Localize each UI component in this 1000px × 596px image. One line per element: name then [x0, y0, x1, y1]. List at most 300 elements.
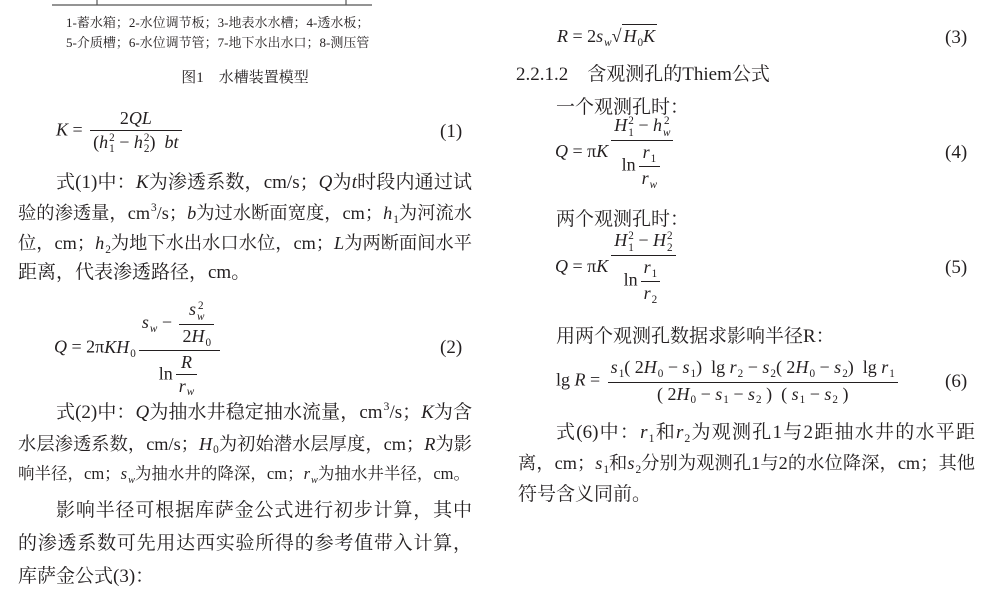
text-run: ln	[621, 154, 636, 175]
equation-5-expression	[555, 230, 679, 306]
equation-1-expression	[56, 108, 185, 155]
unit-symbol	[359, 402, 389, 423]
math-variable	[164, 132, 178, 152]
subscript: 0	[690, 394, 697, 407]
math-variable	[596, 141, 608, 161]
fraction	[639, 142, 660, 191]
math-variable	[881, 357, 895, 381]
paragraph-eq6-definitions	[518, 417, 975, 510]
unit-base: cm	[359, 402, 383, 423]
paragraph-line	[18, 494, 472, 527]
paragraph-eq1-definitions	[18, 168, 472, 288]
subscript: 2	[756, 394, 762, 407]
math-variable	[56, 120, 68, 140]
fraction-denominator	[608, 383, 898, 407]
subscript: 2	[667, 241, 673, 254]
subscript: 1	[393, 213, 399, 226]
superscript: 2	[197, 299, 204, 312]
one-well-label: 一个观测孔时：	[556, 97, 690, 118]
variable-base: R	[180, 351, 192, 372]
text-run: 离，cm；	[518, 453, 596, 473]
paragraph-kusakin-intro	[18, 494, 472, 593]
equation-6-expression	[556, 357, 901, 406]
text-run: ( 2	[775, 357, 796, 378]
subscript: 1	[690, 368, 697, 381]
script-stack	[130, 349, 136, 360]
text-run: ) (	[761, 383, 792, 404]
math-variable	[133, 132, 150, 156]
variable-base: s	[748, 383, 756, 404]
fraction-numerator	[90, 108, 181, 131]
script-stack	[604, 38, 611, 49]
variable-base: H	[676, 383, 690, 404]
text-run: 为	[332, 172, 352, 193]
variable-base: Q	[318, 172, 333, 193]
text-run: /s；	[156, 203, 188, 223]
variable-base: H	[198, 433, 213, 454]
math-variable	[627, 453, 642, 476]
fraction	[611, 230, 675, 306]
superscript: 3	[151, 202, 157, 215]
script-stack	[663, 116, 670, 138]
script-stack	[667, 231, 673, 253]
math-variable	[120, 464, 135, 486]
fraction-numerator	[641, 257, 661, 282]
text-run: 为影	[435, 433, 473, 454]
equation-4	[555, 116, 676, 190]
equation-2-expression	[54, 299, 223, 398]
variable-base: K	[596, 256, 609, 277]
math-variable	[642, 141, 657, 165]
text-run: 式(1)中：	[56, 172, 136, 193]
text-run: 的渗透系数可先用达西实验所得的参考值带入计算，	[18, 533, 472, 554]
variable-base: s	[141, 312, 149, 333]
text-run: ( 2	[657, 383, 677, 404]
math-variable	[557, 26, 568, 46]
fraction-numerator	[179, 299, 214, 324]
text-run: 和	[608, 453, 628, 473]
variable-base: b	[187, 203, 197, 223]
text-run: = 2π	[67, 337, 105, 358]
superscript: 2	[109, 132, 115, 145]
math-variable	[676, 383, 697, 407]
math-variable	[623, 26, 644, 50]
variable-base: bt	[164, 132, 179, 153]
text-run: 2	[182, 325, 192, 346]
variable-base: H	[795, 357, 809, 378]
variable-base: K	[135, 172, 149, 193]
text-run: 验的渗透量，	[18, 203, 128, 223]
math-variable	[99, 132, 115, 156]
math-variable	[136, 172, 149, 193]
text-run: =	[68, 120, 88, 141]
paragraph-line	[18, 168, 472, 198]
subscript: 1	[628, 241, 634, 254]
fraction-denominator	[179, 325, 214, 349]
math-variable	[54, 337, 67, 357]
subscript: 1	[799, 394, 806, 407]
math-variable	[178, 375, 195, 399]
variable-base: H	[623, 26, 637, 47]
variable-base: s	[834, 357, 842, 378]
subscript: w	[128, 474, 135, 486]
equation-2	[54, 299, 223, 399]
math-variable	[555, 141, 568, 161]
math-variable	[729, 357, 744, 381]
paragraph-line	[18, 560, 472, 593]
variable-base: r	[642, 141, 650, 162]
text-run: 式(2)中：	[56, 402, 136, 423]
equation-number: (5)	[945, 257, 968, 278]
math-variable	[424, 434, 435, 454]
text-run: −	[114, 132, 134, 153]
text-run: 响半径，cm；	[18, 464, 121, 483]
text-run: −	[633, 230, 653, 251]
text-run: ln	[623, 269, 638, 290]
text-run: 时段内通过试	[356, 172, 472, 193]
variable-base: r	[675, 422, 684, 443]
text-run: −	[633, 115, 653, 136]
math-variable	[303, 464, 318, 486]
text-run: 为抽水井的降深，cm；	[134, 464, 304, 483]
text-run: 距离，代表渗透路径，cm。	[18, 262, 251, 283]
math-variable	[643, 282, 658, 306]
subscript: 2	[684, 432, 691, 446]
script-stack	[205, 338, 211, 349]
variable-base: s	[595, 453, 603, 473]
variable-base: K	[643, 26, 656, 47]
subscript: 2	[842, 368, 848, 381]
variable-base: R	[557, 26, 568, 47]
math-variable	[643, 256, 658, 280]
variable-base: s	[627, 453, 635, 473]
math-variable	[555, 256, 568, 276]
text-run: 位，cm；	[18, 233, 96, 253]
text-run: 为两断面间水平	[344, 233, 473, 253]
text-run: 水层渗透系数，cm/s；	[18, 433, 199, 454]
math-variable	[643, 357, 664, 381]
equation-number: (3)	[945, 27, 968, 48]
math-variable	[595, 453, 609, 476]
math-variable	[189, 299, 205, 323]
variable-base: K	[596, 141, 609, 162]
math-variable	[641, 167, 658, 191]
text-run: = 2	[568, 26, 597, 47]
variable-base: s	[762, 357, 770, 378]
math-variable	[575, 370, 586, 390]
text-run: −	[805, 383, 825, 404]
math-variable	[795, 357, 816, 381]
superscript: 3	[383, 400, 390, 413]
math-variable	[643, 26, 655, 46]
script-stack	[197, 301, 204, 323]
script-stack	[187, 387, 194, 398]
math-variable	[762, 357, 776, 381]
variable-base: s	[610, 357, 618, 378]
fraction-denominator	[611, 256, 675, 306]
paragraph-line	[18, 198, 472, 228]
paragraph-line	[18, 258, 472, 288]
fraction-denominator	[611, 141, 673, 191]
math-variable	[95, 233, 111, 256]
fraction	[90, 108, 181, 155]
math-variable	[191, 325, 212, 349]
text-run: 为抽水井稳定抽水流量，	[149, 402, 360, 423]
subscript: 2	[832, 394, 838, 407]
section-heading: 2.2.1.2 含观测孔的Thiem公式	[516, 64, 770, 85]
math-variable	[610, 357, 625, 381]
math-variable	[181, 352, 192, 372]
superscript: 2	[628, 230, 634, 243]
subscript: 1	[618, 368, 625, 381]
variable-base: h	[133, 132, 143, 153]
math-variable	[319, 172, 333, 193]
text-run: (	[93, 132, 100, 153]
paragraph-line	[18, 459, 472, 490]
subscript: 2	[105, 243, 111, 256]
text-run: ( 2	[624, 357, 644, 378]
subscript: 2	[635, 463, 642, 476]
script-stack	[652, 295, 658, 306]
variable-base: h	[99, 132, 109, 153]
variable-base: r	[729, 357, 737, 378]
subscript: 2	[651, 293, 658, 306]
text-run: 为含	[433, 402, 472, 423]
text-run: =	[585, 370, 605, 391]
figure-legend-line: 5-介质槽；6-水位调节管；7-地下水出水口；8-测压管	[66, 35, 370, 50]
text-run: −	[743, 357, 763, 378]
script-stack	[650, 180, 657, 191]
equation-number: (4)	[945, 142, 968, 163]
variable-base: h	[95, 233, 105, 253]
superscript: 2	[663, 115, 670, 128]
fraction	[176, 352, 197, 399]
math-variable	[136, 402, 150, 423]
radicand	[622, 24, 658, 50]
equation-4-expression	[555, 115, 676, 191]
text-run: = π	[568, 141, 597, 162]
text-run: 为地下水出水口水位，cm；	[110, 233, 335, 253]
subscript: 0	[637, 37, 644, 50]
figure-caption: 图1 水槽装置模型	[181, 70, 309, 86]
math-variable	[421, 402, 434, 423]
subscript: 2	[737, 368, 744, 381]
equation-number: (6)	[945, 371, 968, 392]
equation-3-expression	[557, 26, 657, 49]
math-variable	[640, 422, 655, 446]
variable-base: Q	[555, 256, 568, 277]
math-variable	[653, 115, 671, 139]
variable-base: s	[189, 299, 197, 320]
fraction-denominator	[139, 351, 220, 399]
subscript: w	[663, 126, 671, 139]
paragraph-line	[18, 527, 472, 560]
equation-3	[557, 20, 657, 56]
variable-base: H	[643, 357, 657, 378]
subscript: 1	[109, 143, 115, 156]
variable-base: t	[351, 172, 357, 193]
variable-base: KH	[104, 337, 130, 358]
text-run: 为过水断面宽度，cm；	[196, 203, 384, 223]
math-variable	[791, 383, 806, 407]
script-stack	[128, 476, 135, 486]
fraction-denominator	[90, 131, 181, 155]
subscript: 1	[650, 152, 657, 165]
superscript: 2	[667, 230, 673, 243]
fraction-denominator	[639, 167, 660, 191]
fraction-numerator	[139, 299, 220, 350]
text-run: −	[663, 357, 683, 378]
text-run: )	[837, 383, 849, 404]
fraction-numerator	[608, 357, 898, 382]
subscript: 1	[651, 267, 658, 280]
equation-number: (2)	[440, 337, 463, 358]
text-run: −	[728, 383, 749, 404]
fraction-denominator	[641, 282, 661, 306]
subscript: 1	[628, 126, 634, 139]
math-variable	[334, 233, 344, 253]
text-run: 和	[654, 422, 676, 443]
subscript: w	[311, 474, 318, 486]
fraction	[179, 299, 214, 348]
subscript: 0	[657, 368, 664, 381]
text-run: /s；	[389, 402, 422, 423]
variable-base: r	[641, 167, 649, 188]
text-run: 符号含义同前。	[518, 484, 652, 505]
math-variable	[596, 256, 608, 276]
variable-base: r	[643, 256, 651, 277]
math-variable	[748, 383, 762, 407]
subscript: 1	[723, 394, 729, 407]
variable-base: r	[881, 357, 889, 378]
variable-base: R	[574, 370, 586, 391]
text-run: 2	[119, 108, 129, 129]
text-run: lg	[556, 370, 575, 391]
math-variable	[129, 108, 152, 128]
variable-base: H	[653, 230, 666, 251]
text-run: 为抽水井半径，cm。	[317, 464, 471, 483]
equation-1	[56, 104, 185, 160]
paragraph-line	[518, 479, 975, 510]
paragraph-line	[18, 429, 472, 460]
paragraph-eq2-definitions	[18, 398, 472, 490]
math-variable	[653, 230, 673, 254]
variable-base: r	[640, 422, 648, 443]
subscript: 0	[213, 444, 219, 457]
text-run: −	[157, 312, 177, 333]
variable-base: L	[334, 233, 345, 253]
subscript: w	[197, 310, 205, 323]
text-run: 为初始潜水层厚度，cm；	[218, 433, 425, 454]
equation-6	[556, 359, 901, 405]
text-run: ) lg	[847, 357, 882, 378]
variable-base: s	[715, 383, 723, 404]
text-run: = π	[568, 256, 597, 277]
variable-base: r	[303, 464, 311, 483]
subscript: 2	[770, 368, 776, 381]
math-variable	[383, 203, 399, 226]
script-stack	[311, 476, 318, 486]
text-run: −	[815, 357, 835, 378]
fraction-numerator	[639, 142, 660, 167]
subscript: 1	[889, 368, 895, 381]
subscript: w	[149, 323, 158, 336]
fraction-numerator	[611, 115, 673, 140]
superscript: 2	[143, 132, 150, 145]
text-run: 为渗透系数，cm/s；	[148, 172, 319, 193]
paragraph-line	[518, 417, 975, 448]
variable-base: h	[653, 115, 662, 136]
equation-number: (1)	[440, 121, 463, 142]
variable-base: s	[791, 383, 799, 404]
figure-legend-line: 1-蓄水箱；2-水位调节板；3-地表水水槽；4-透水板；	[66, 15, 370, 30]
math-variable	[141, 312, 158, 336]
subscript: 0	[809, 368, 816, 381]
fraction	[608, 357, 898, 406]
text-run: 分别为观测孔1与2的水位降深，cm；其他	[641, 453, 976, 473]
text-run: 为河流水	[398, 203, 473, 223]
math-variable	[614, 230, 634, 254]
math-variable	[682, 357, 697, 381]
subscript: 0	[205, 336, 212, 349]
text-run: 影响半径可根据库萨金公式进行初步计算，其中	[56, 500, 472, 521]
fraction	[139, 299, 220, 398]
variable-base: s	[120, 464, 128, 483]
text-run: 库萨金公式(3)：	[18, 566, 155, 587]
variable-base: s	[824, 383, 832, 404]
variable-base: h	[383, 203, 393, 223]
math-variable	[187, 203, 196, 223]
square-root	[612, 24, 657, 50]
math-variable	[614, 115, 634, 139]
text-run: 为观测孔1与2距抽水井的水平距	[690, 422, 975, 443]
subscript: 1	[648, 432, 655, 446]
subscript: 0	[130, 348, 136, 361]
text-run: ) lg	[696, 357, 730, 378]
variable-base: K	[56, 120, 69, 141]
superscript: 2	[628, 115, 634, 128]
variable-base: K	[421, 402, 434, 423]
script-stack	[651, 154, 657, 165]
script-stack	[889, 369, 895, 380]
math-variable	[596, 26, 612, 50]
subscript: w	[186, 386, 195, 399]
unit-base: cm	[127, 203, 151, 223]
variable-base: Q	[555, 141, 568, 162]
variable-base: s	[596, 26, 604, 47]
fraction-denominator	[176, 375, 197, 399]
math-variable	[198, 433, 219, 457]
figure-fragment	[40, 0, 380, 14]
variable-base: r	[643, 282, 651, 303]
math-variable	[675, 422, 691, 446]
paragraph-line	[18, 398, 472, 429]
text-run: 式(6)中：	[556, 422, 641, 443]
subscript: 2	[143, 143, 150, 156]
variable-base: R	[424, 433, 436, 454]
subscript: w	[649, 178, 658, 191]
influence-radius-label: 用两个观测孔数据求影响半径R：	[556, 326, 835, 347]
script-stack	[652, 269, 658, 280]
fraction	[641, 257, 661, 306]
math-variable	[715, 383, 729, 407]
unit-symbol	[128, 203, 157, 223]
math-variable	[104, 337, 136, 361]
variable-base: Q	[135, 402, 150, 423]
paragraph-line	[18, 228, 472, 258]
paragraph-line	[518, 448, 975, 479]
subscript: w	[604, 37, 612, 50]
